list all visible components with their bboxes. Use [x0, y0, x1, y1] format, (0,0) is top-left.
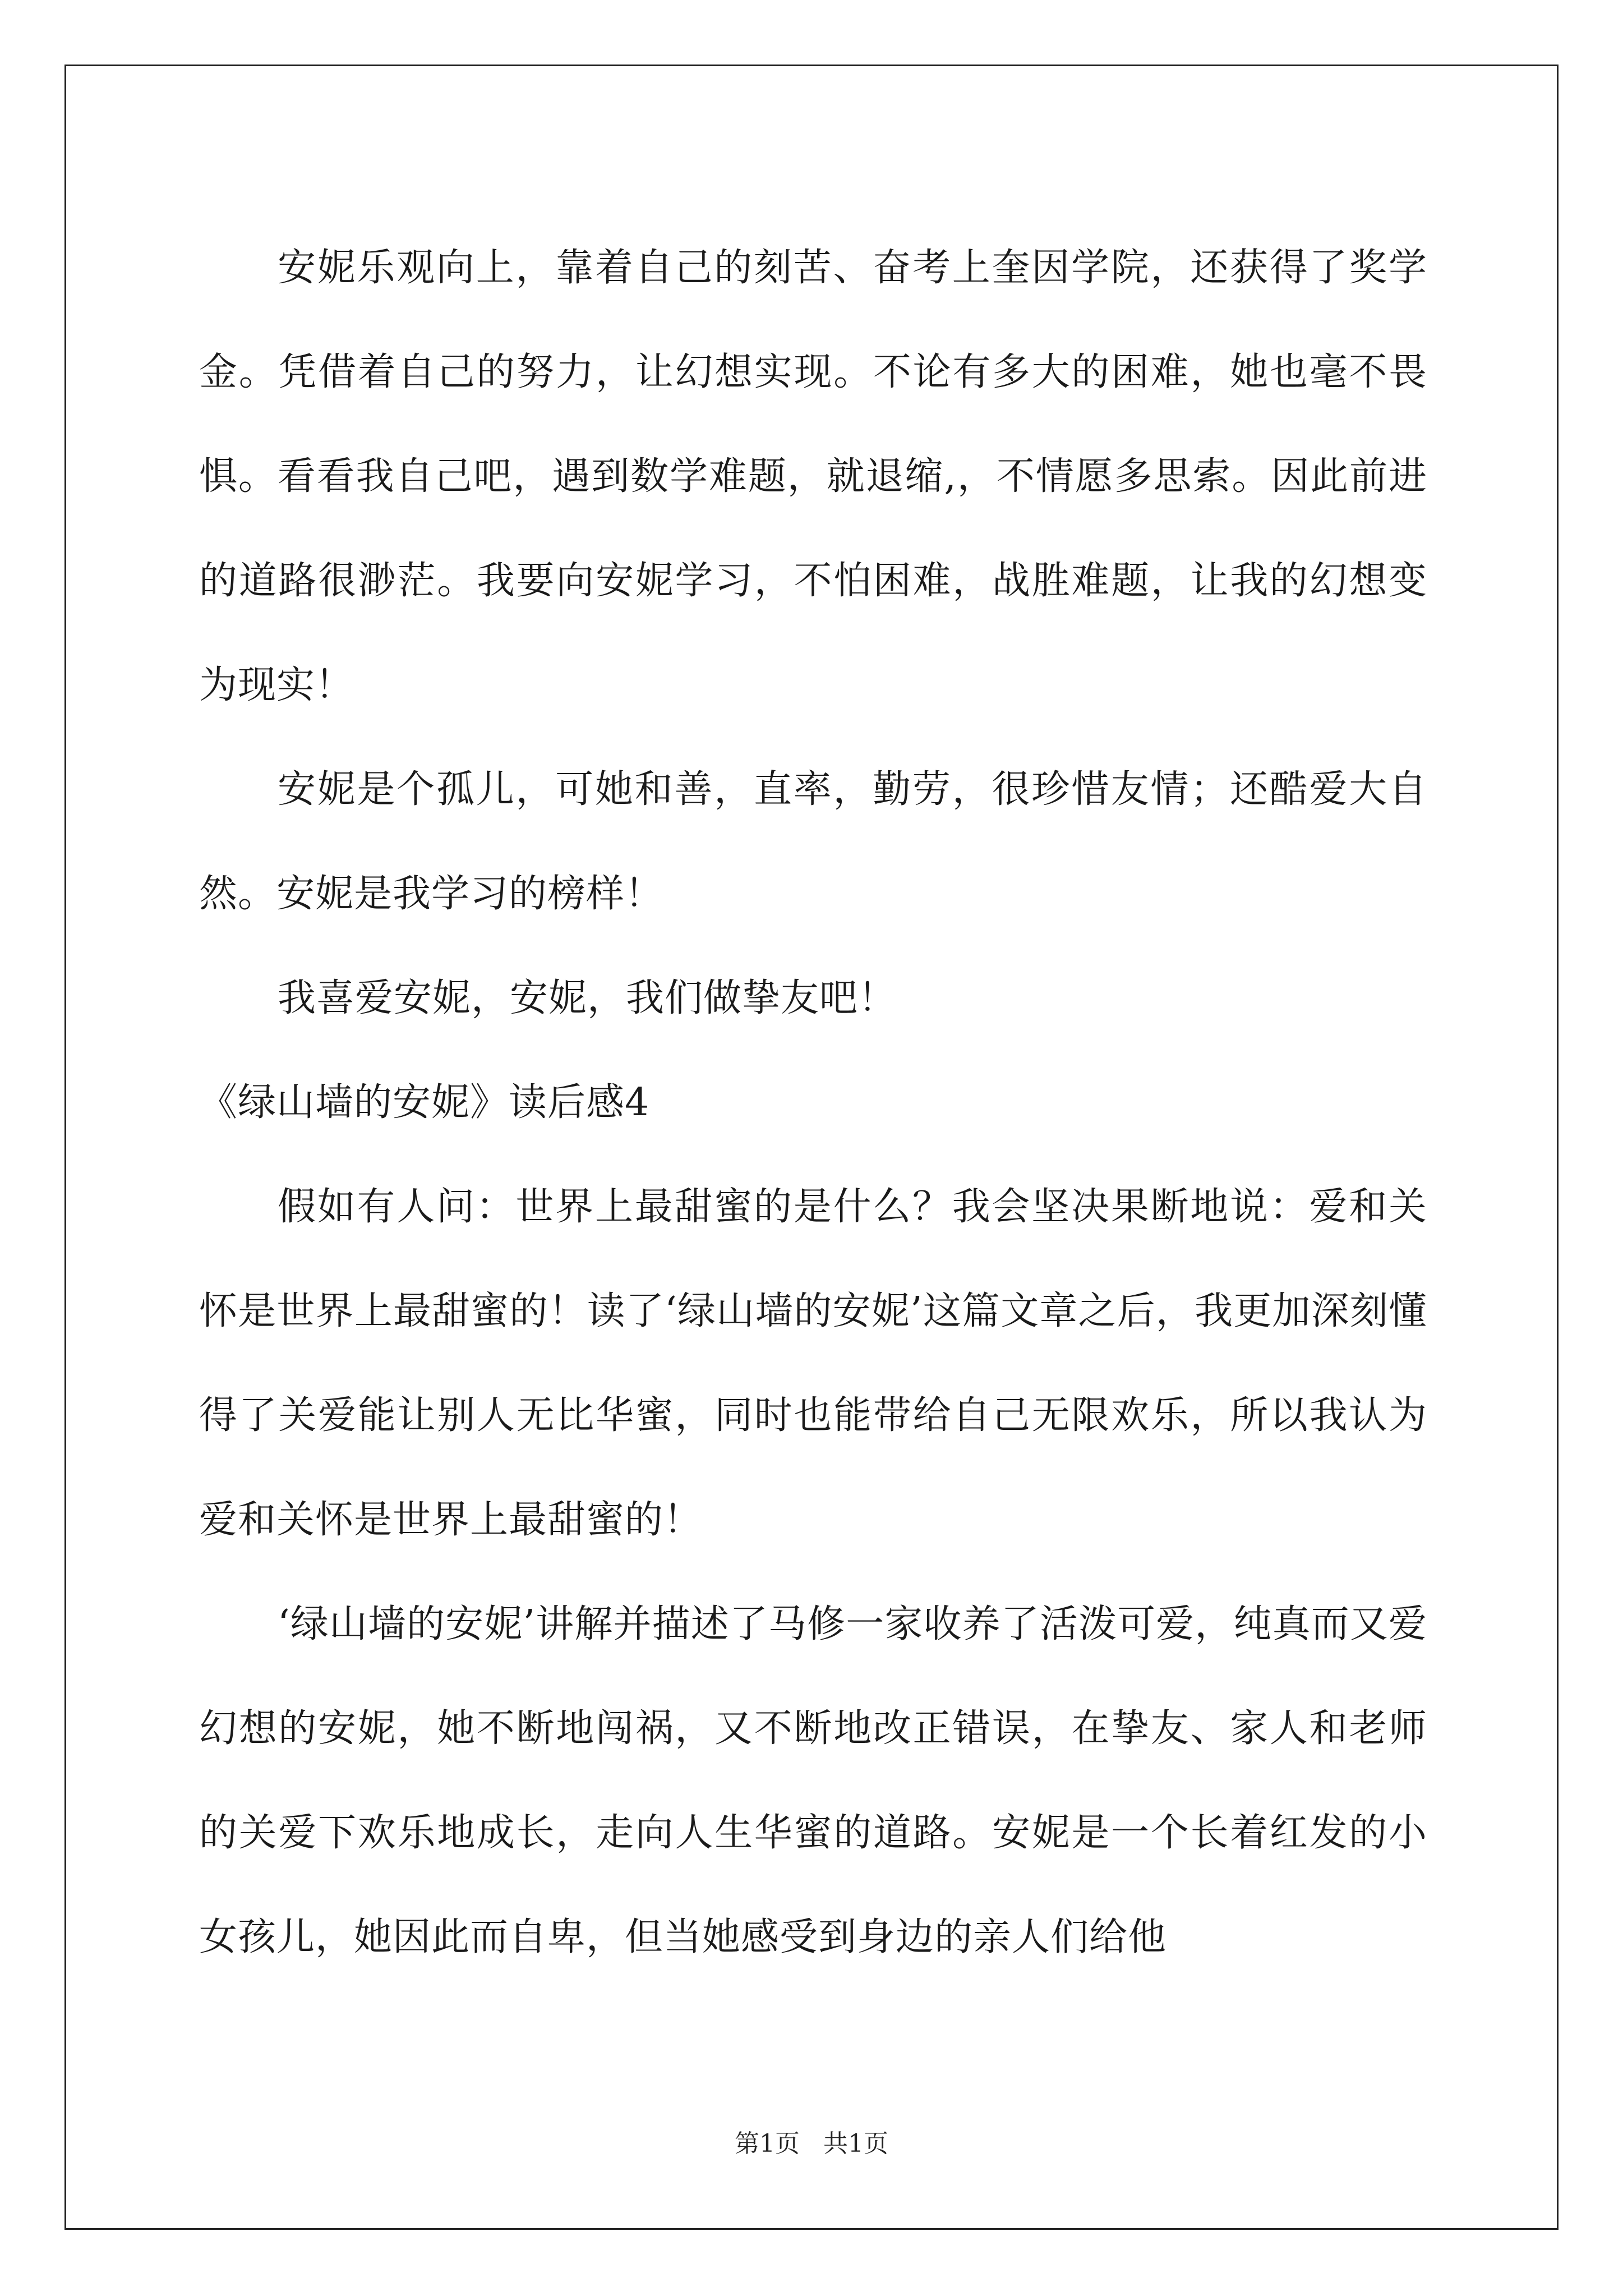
paragraph-5: ‘绿山墙的安妮’讲解并描述了马修一家收养了活泼可爱，纯真而又爱幻想的安妮，她不断地闯祸，又不断地改正错误，在挚友、家人和老师的关爱下欢乐地成长，走向人生华蜜的道路。安妮是一个长着红发的小女孩儿，她因此而自卑，但当她感受到身边的亲人们给他 — [199, 1602, 1427, 1959]
section-heading: 《绿山墙的安妮》读后感4 — [199, 1080, 650, 1125]
paragraph-4: 假如有人问：世界上最甜蜜的是什么？我会坚决果断地说：爱和关怀是世界上最甜蜜的！读了‘绿山墙的安妮’这篇文章之后，我更加深刻懂得了关爱能让别人无比华蜜，同时也能带给自己无限欢乐，所以我认为爱和关怀是世界上最甜蜜的！ — [199, 1185, 1427, 1542]
page-footer — [0, 2123, 1623, 2159]
page-number: 第1页 — [735, 2129, 800, 2158]
paragraph-3: 我喜爱安妮，安妮，我们做挚友吧！ — [278, 976, 897, 1020]
document-body — [199, 216, 1427, 1990]
paragraph-2: 安妮是个孤儿，可她和善，直率，勤劳，很珍惜友情；还酷爱大自然。安妮是我学习的榜样！ — [199, 767, 1427, 916]
paragraph-1: 安妮乐观向上，靠着自己的刻苦、奋考上奎因学院，还获得了奖学金。凭借着自己的努力，让幻想实现。不论有多大的困难，她也毫不畏惧。看看我自己吧，遇到数学难题，就退缩,，不情愿多思索。因此前进的道路很渺茫。我要向安妮学习，不怕困难，战胜难题，让我的幻想变为现实！ — [199, 246, 1427, 707]
page-total: 共1页 — [823, 2129, 888, 2158]
